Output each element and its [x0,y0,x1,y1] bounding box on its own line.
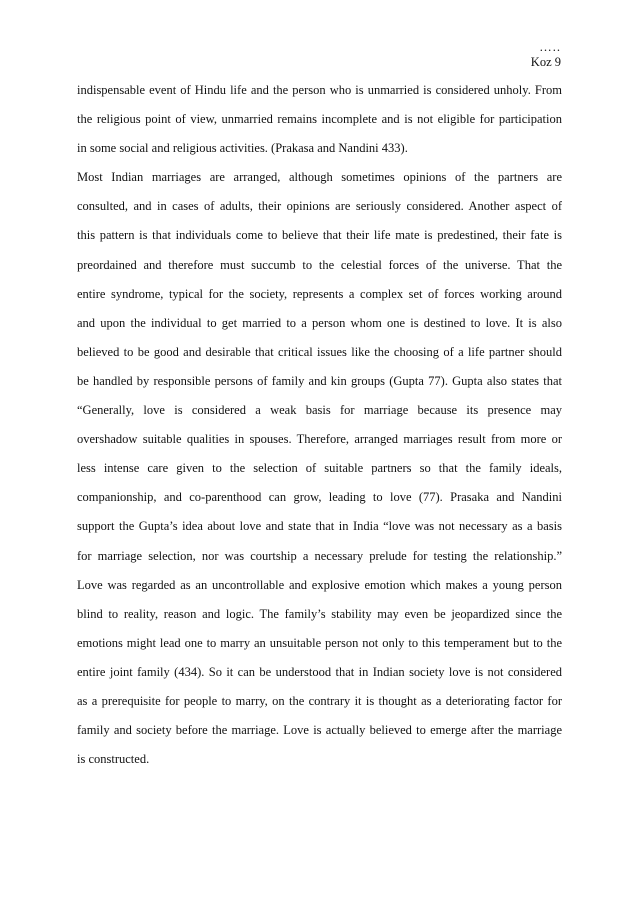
text-line: as a prerequisite for people to marry, on the contrary it is thought as a deteriorating factor for [77,693,562,708]
text-line: emotions might lead one to marry an unsuitable person not only to this temperament but to the [77,635,562,650]
text-line: entire joint family (434). So it can be understood that in Indian society love is not considered [77,664,562,679]
text-line: and upon the individual to get married to a person whom one is destined to love. It is also [77,315,562,330]
text-line: Most Indian marriages are arranged, although sometimes opinions of the partners are [77,170,562,185]
text-line: believed to be good and desirable that critical issues like the choosing of a life partner should [77,344,562,359]
text-line: indispensable event of Hindu life and the person who is unmarried is considered unholy. From [77,83,562,97]
text-line: “Generally, love is considered a weak basis for marriage because its presence may [77,403,562,418]
text-line: less intense care given to the selection of suitable partners so that the family ideals, [77,461,562,476]
text-line: in some social and religious activities. (Prakasa and Nandini 433). [77,141,408,156]
text-line: blind to reality, reason and logic. The family’s stability may even be jeopardized since the [77,606,562,621]
text-line: for marriage selection, nor was courtship a necessary prelude for testing the relationship.” [77,548,562,563]
text-line: Love was regarded as an uncontrollable and explosive emotion which makes a young person [77,577,562,592]
text-line: is constructed. [77,752,150,767]
paragraph-2 [77,163,562,774]
page-number: Koz 9 [530,55,561,69]
text-line: companionship, and co-parenthood can grow, leading to love (77). Prasaka and Nandini [77,490,562,505]
text-line: preordained and therefore must succumb to the celestial forces of the universe. That the [77,257,562,272]
body-text [77,76,562,774]
text-line: consulted, and in cases of adults, their opinions are seriously considered. Another aspect of [77,199,562,214]
text-line: entire syndrome, typical for the society, represents a complex set of forces working around [77,286,562,301]
text-line: overshadow suitable qualities in spouses. Therefore, arranged marriages result from more or [77,432,562,447]
text-line: the religious point of view, unmarried remains incomplete and is not eligible for participation [77,112,562,127]
text-line: support the Gupta’s idea about love and state that in India “love was not necessary as a basis [77,519,562,534]
page-header [531,40,561,69]
header-dots: ….. [539,40,561,54]
text-line: family and society before the marriage. Love is actually believed to emerge after the marriage [77,723,562,738]
paragraph-1 [77,76,562,163]
text-line: be handled by responsible persons of family and kin groups (Gupta 77). Gupta also states that [77,373,562,388]
text-line: this pattern is that individuals come to believe that their life mate is predestined, their fate is [77,228,562,243]
